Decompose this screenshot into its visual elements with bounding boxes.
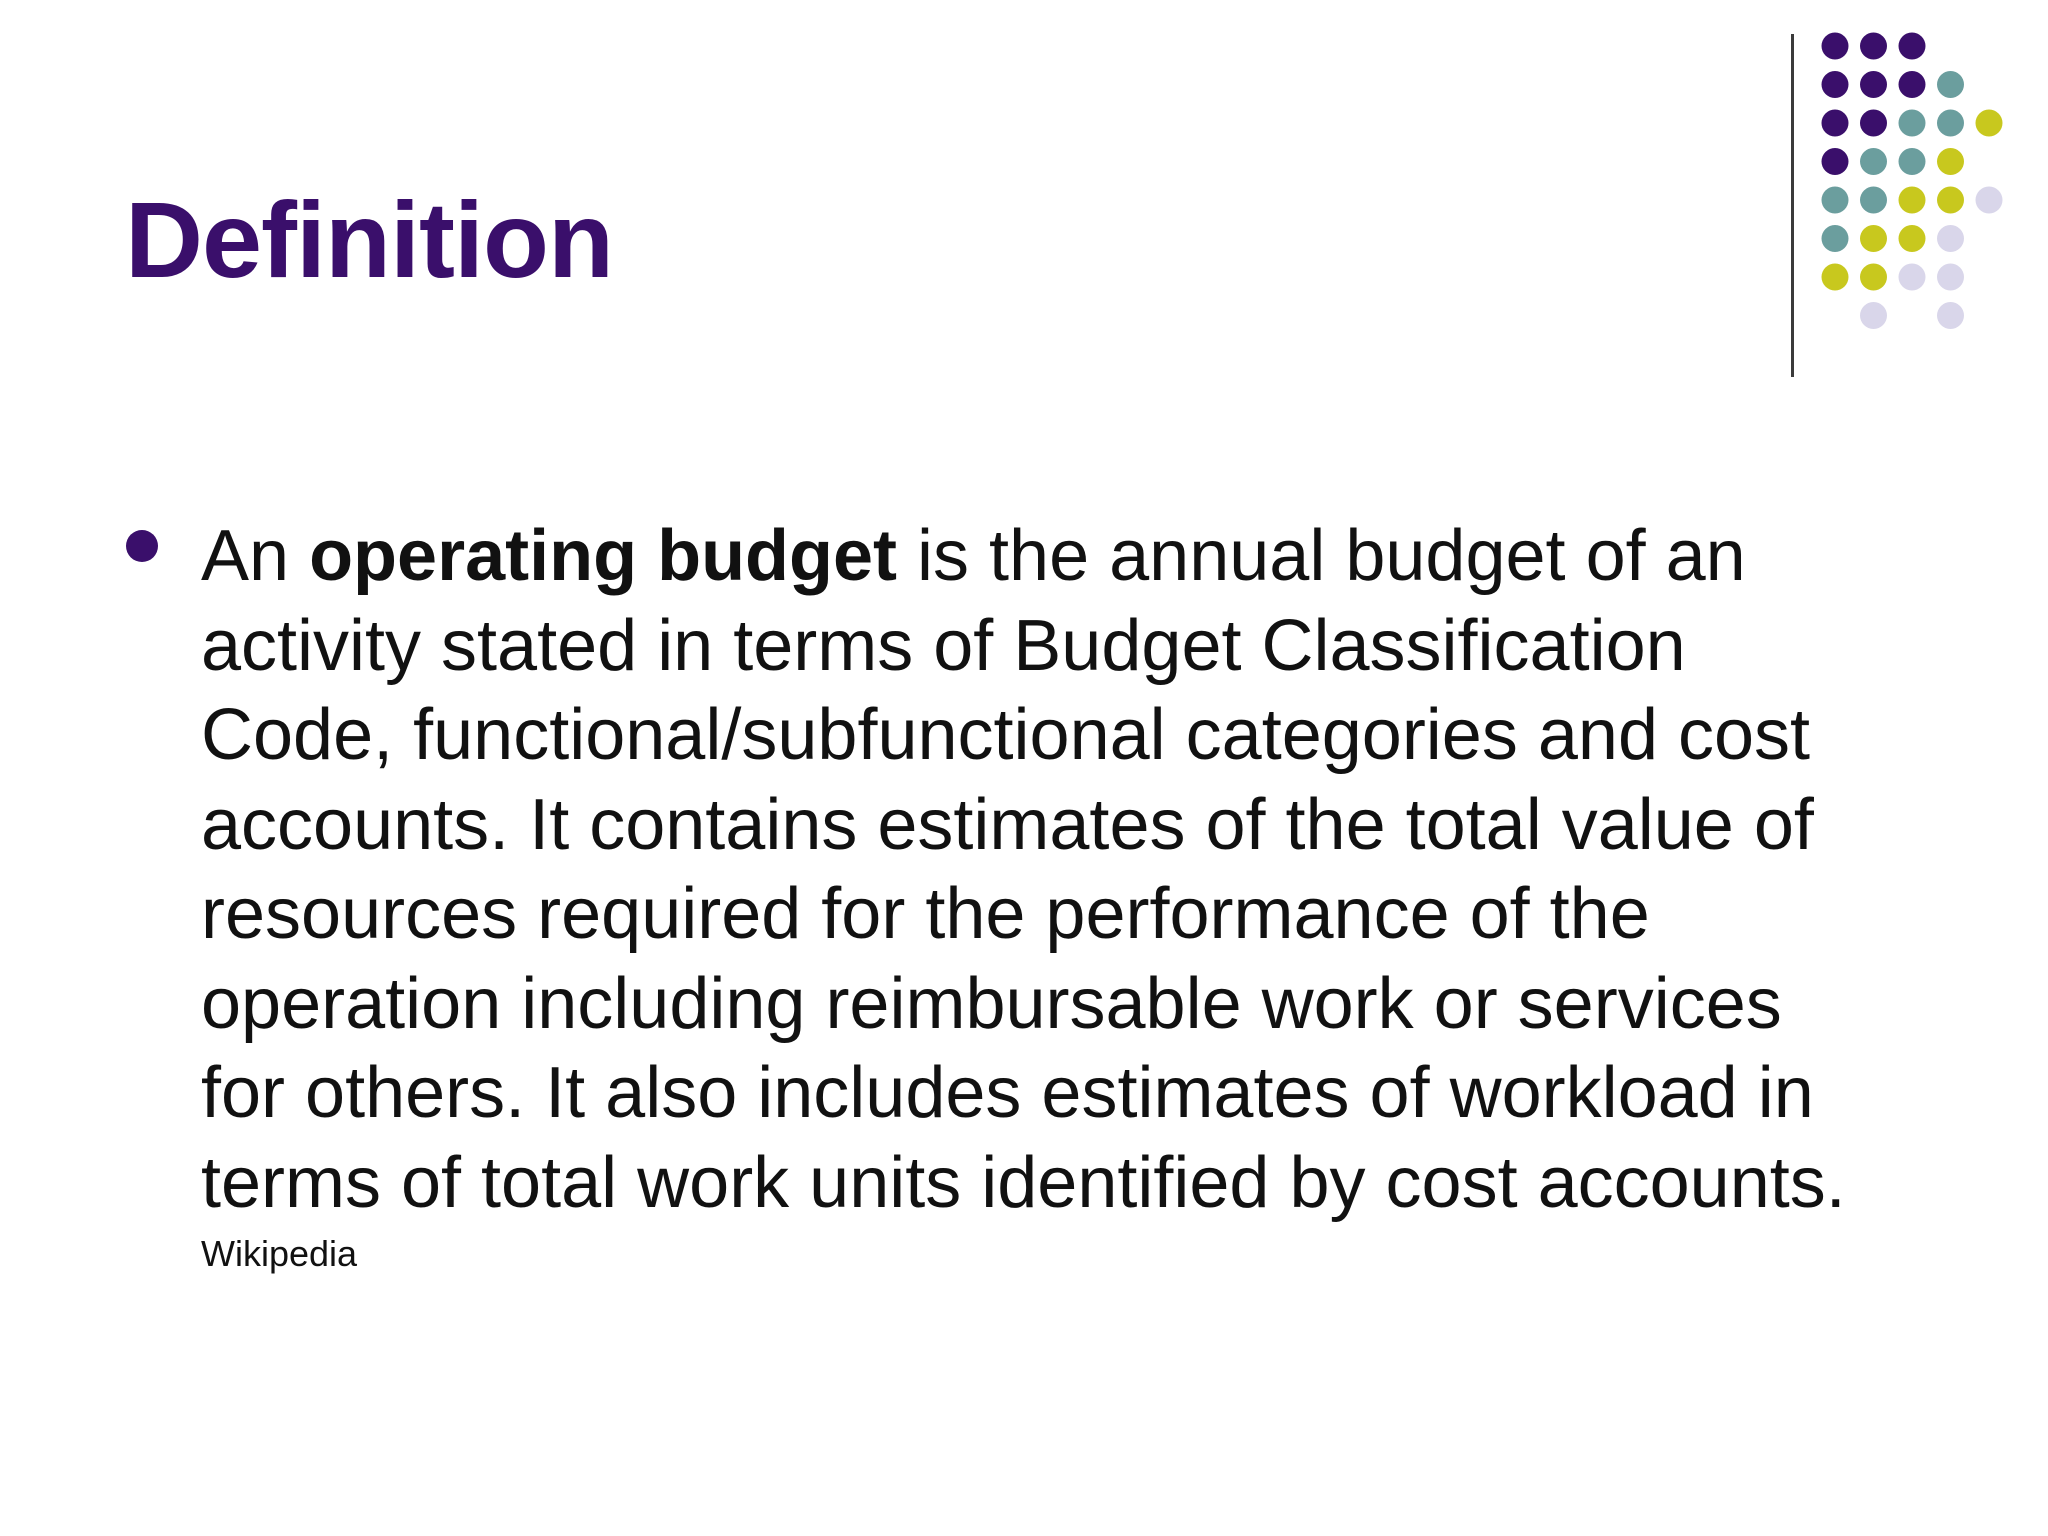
bullet-line: for others. It also includes estimates of workload in (201, 1053, 1814, 1133)
decorative-dot (1937, 187, 1964, 214)
decorative-dot (1976, 187, 2003, 214)
bullet-line: activity stated in terms of Budget Classification (201, 605, 1686, 686)
decorative-dot (1860, 187, 1887, 214)
decorative-dot (1937, 264, 1964, 291)
decorative-dot (1860, 71, 1887, 98)
decorative-dot (1899, 33, 1926, 60)
decorative-dot (1937, 71, 1964, 98)
decorative-dot (1899, 71, 1926, 98)
bullet-line: resources required for the performance of the (201, 874, 1650, 954)
decorative-dot (1860, 148, 1887, 175)
decorative-dot (1899, 148, 1926, 175)
decorative-dot (1899, 187, 1926, 214)
decorative-dot (1899, 264, 1926, 291)
bullet-line: terms of total work units identified by cost accounts. (201, 1142, 1846, 1223)
bullet-text (201, 512, 2048, 1228)
title-divider-line (1791, 34, 1794, 377)
decorative-dot (1822, 264, 1849, 291)
decorative-dot (1937, 225, 1964, 252)
source-citation: Wikipedia (201, 1233, 358, 1274)
decorative-dot (1822, 33, 1849, 60)
decorative-dot (1822, 148, 1849, 175)
decorative-dot (1937, 148, 1964, 175)
decorative-dot (1860, 110, 1887, 137)
bold-term: operating budget (309, 516, 898, 596)
decorative-dot (1899, 225, 1926, 252)
decorative-dot (1860, 33, 1887, 60)
decorative-dot (1899, 110, 1926, 137)
bullet-line: operation including reimbursable work or services (201, 963, 1782, 1044)
decorative-dot (1822, 187, 1849, 214)
bullet-dot-icon (126, 530, 158, 562)
decorative-dot-grid (1820, 30, 2048, 340)
decorative-dot (1860, 302, 1887, 329)
slide-title: Definition (125, 179, 613, 300)
decorative-dot (1822, 225, 1849, 252)
decorative-dot (1976, 110, 2003, 137)
bullet-line: accounts. It contains estimates of the total value of (201, 784, 1814, 865)
decorative-dot (1937, 110, 1964, 137)
decorative-dot (1822, 110, 1849, 137)
decorative-dot (1822, 71, 1849, 98)
decorative-dot (1860, 225, 1887, 252)
decorative-dot (1937, 302, 1964, 329)
decorative-dot (1860, 264, 1887, 291)
bullet-line: Code, functional/subfunctional categories and cost (201, 695, 1811, 775)
bullet-line: An operating budget is the annual budget of an (201, 516, 1746, 596)
